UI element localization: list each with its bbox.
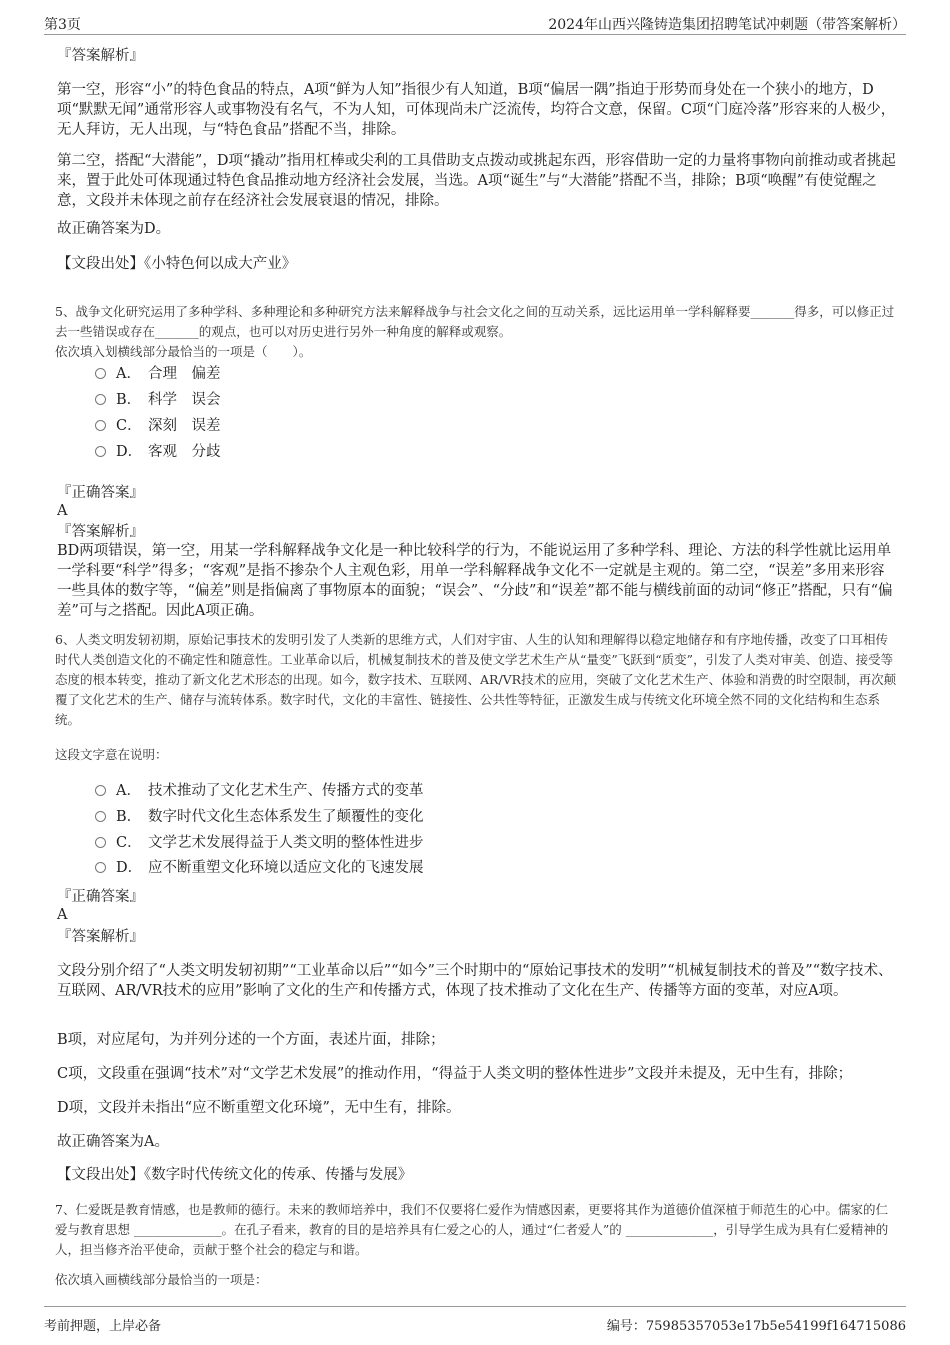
q6-source: 【文段出处】《数字时代传统文化的传承、传播与发展》 — [57, 1167, 413, 1183]
q6-analysis-label: 『答案解析』 — [57, 929, 144, 945]
q4-analysis-label: 『答案解析』 — [57, 48, 144, 64]
q4-analysis-para1: 第一空，形容“小”的特色食品的特点，A项“鲜为人知”指很少有人知道，B项“偏居一隅”指迫于形势而身处在一个狭小的地方，D项“默默无闻”通常形容人或事物没有名气，不为人知，可体现尚未广泛流传，均符合文意，保留。C项“门庭冷落”形容来的人极少，无人拜访，无人出现，与“特色食品”搭配不当，排除。 — [57, 82, 896, 138]
q6-option-d[interactable]: D． 应不断重塑文化环境以适应文化的飞速发展 — [95, 858, 424, 878]
page-footer — [44, 1306, 906, 1337]
q5-option-b[interactable]: B． 科学 误会 — [95, 390, 221, 410]
q4-analysis-para2: 第二空，搭配“大潜能”，D项“撬动”指用杠棒或尖利的工具借助支点拨动或挑起东西，形容借助一定的力量将事物向前推动或者挑起来，置于此处可体现通过特色食品推动地方经济社会发展，当选。A项“诞生”与“大潜能”搭配不当，排除；B项“唤醒”有使觉醒之意，文段并未体现之前存在经济社会发展衰退的情况，排除。 — [57, 153, 896, 209]
q6-prompt: 这段文字意在说明： — [55, 747, 168, 762]
q5-analysis-label: 『答案解析』 — [57, 524, 144, 540]
q5-stem: 5、战争文化研究运用了多种学科、多种理论和多种研究方法来解释战争与社会文化之间的互动关系，远比运用单一学科解释要_______得多，可以修正过去一些错误或存在_______的观点，也可以对历史进行另外一种角度的解释或观察。 — [55, 304, 895, 339]
q4-source: 【文段出处】《小特色何以成大产业》 — [57, 256, 297, 272]
q5-option-d[interactable]: D． 客观 分歧 — [95, 442, 221, 462]
document-title: 2024年山西兴隆铸造集团招聘笔试冲刺题（带答案解析） — [548, 17, 906, 33]
q6-stem: 6、人类文明发轫初期，原始记事技术的发明引发了人类新的思维方式，人们对宇宙、人生的认知和理解得以稳定地储存和有序地传播，改变了口耳相传时代人类创造文化的不确定性和随意性。工业革命以后，机械复制技术的普及使文学艺术生产从“量变”飞跃到“质变”，引发了人类对审美、创造、接受等态度的根本转变，推动了新文化艺术形态的出现。如今，数字技术、互联网、AR/VR技术的应用，突破了文化艺术生产、体验和消费的时空限制，再次颠覆了文化艺术的生产、储存与流转体系。数字时代，文化的丰富性、链接性、公共性等特征，正激发生成与传统文化环境全然不同的文化结构和生态系统。 — [55, 632, 897, 727]
radio-icon[interactable] — [95, 368, 106, 379]
q6-analysis-para2: B项，对应尾句，为并列分述的一个方面，表述片面，排除； — [57, 1032, 445, 1048]
radio-icon[interactable] — [95, 837, 106, 848]
radio-icon[interactable] — [95, 811, 106, 822]
q5-answer: A — [57, 503, 68, 519]
q5-prompt: 依次填入划横线部分最恰当的一项是（ ）。 — [55, 344, 312, 359]
q6-conclusion: 故正确答案为A。 — [57, 1134, 169, 1150]
q5-answer-label: 『正确答案』 — [57, 485, 144, 501]
radio-icon[interactable] — [95, 785, 106, 796]
q6-option-b[interactable]: B． 数字时代文化生态体系发生了颠覆性的变化 — [95, 807, 424, 827]
radio-icon[interactable] — [95, 394, 106, 405]
q6-option-a[interactable]: A． 技术推动了文化艺术生产、传播方式的变革 — [95, 781, 424, 801]
q6-answer: A — [57, 907, 68, 923]
q7-prompt: 依次填入画横线部分最恰当的一项是： — [55, 1272, 268, 1287]
q6-analysis-para1: 文段分别介绍了“人类文明发轫初期”“工业革命以后”“如今”三个时期中的“原始记事技术的发明”“机械复制技术的普及”“数字技术、互联网、AR/VR技术的应用”影响了文化的生产和传播方式，体现了技术推动了文化在生产、传播等方面的变革，对应A项。 — [57, 963, 893, 999]
radio-icon[interactable] — [95, 446, 106, 457]
document-id: 编号：75985357053e17b5e54199f164715086 — [606, 1319, 906, 1334]
radio-icon[interactable] — [95, 862, 106, 873]
page-header — [44, 12, 906, 35]
q6-analysis-para3: C项，文段重在强调“技术”对“文学艺术发展”的推动作用，“得益于人类文明的整体性进步”文段并未提及，无中生有，排除； — [57, 1066, 853, 1082]
radio-icon[interactable] — [95, 420, 106, 431]
page-number: 第3页 — [44, 17, 81, 33]
q4-conclusion: 故正确答案为D。 — [57, 221, 171, 237]
footer-slogan: 考前押题，上岸必备 — [44, 1319, 162, 1334]
q5-option-a[interactable]: A． 合理 偏差 — [95, 364, 221, 384]
q5-option-c[interactable]: C． 深刻 误差 — [95, 416, 221, 436]
q5-analysis: BD两项错误，第一空，用某一学科解释战争文化是一种比较科学的行为，不能说运用了多种学科、理论、方法的科学性就比运用单一学科要“科学”得多；“客观”是指不掺杂个人主观色彩，用单一学科解释战争文化不一定就是主观的。第二空，“误差”多用来形容一些具体的数字等，“偏差”则是指偏离了事物原本的面貌；“误会”、“分歧”和“误差”都不能与横线前面的动词“修正”搭配，只有“偏差”可与之搭配。因此A项正确。 — [57, 543, 893, 619]
q6-option-c[interactable]: C． 文学艺术发展得益于人类文明的整体性进步 — [95, 833, 424, 853]
q7-stem: 7、仁爱既是教育情感，也是教师的德行。未来的教师培养中，我们不仅要将仁爱作为情感因素，更要将其作为道德价值深植于师范生的心中。儒家的仁爱与教育思想 ______________。在孔子看来，教育的目的是培养具有仁爱之心的人，通过“仁者爱人”的 ______________，引导学生成为具有仁爱精神的人，担当修齐治平使命，贡献于整个社会的稳定与和谐。 — [55, 1202, 889, 1257]
q6-answer-label: 『正确答案』 — [57, 889, 144, 905]
q6-analysis-para4: D项，文段并未指出“应不断重塑文化环境”，无中生有，排除。 — [57, 1100, 461, 1116]
